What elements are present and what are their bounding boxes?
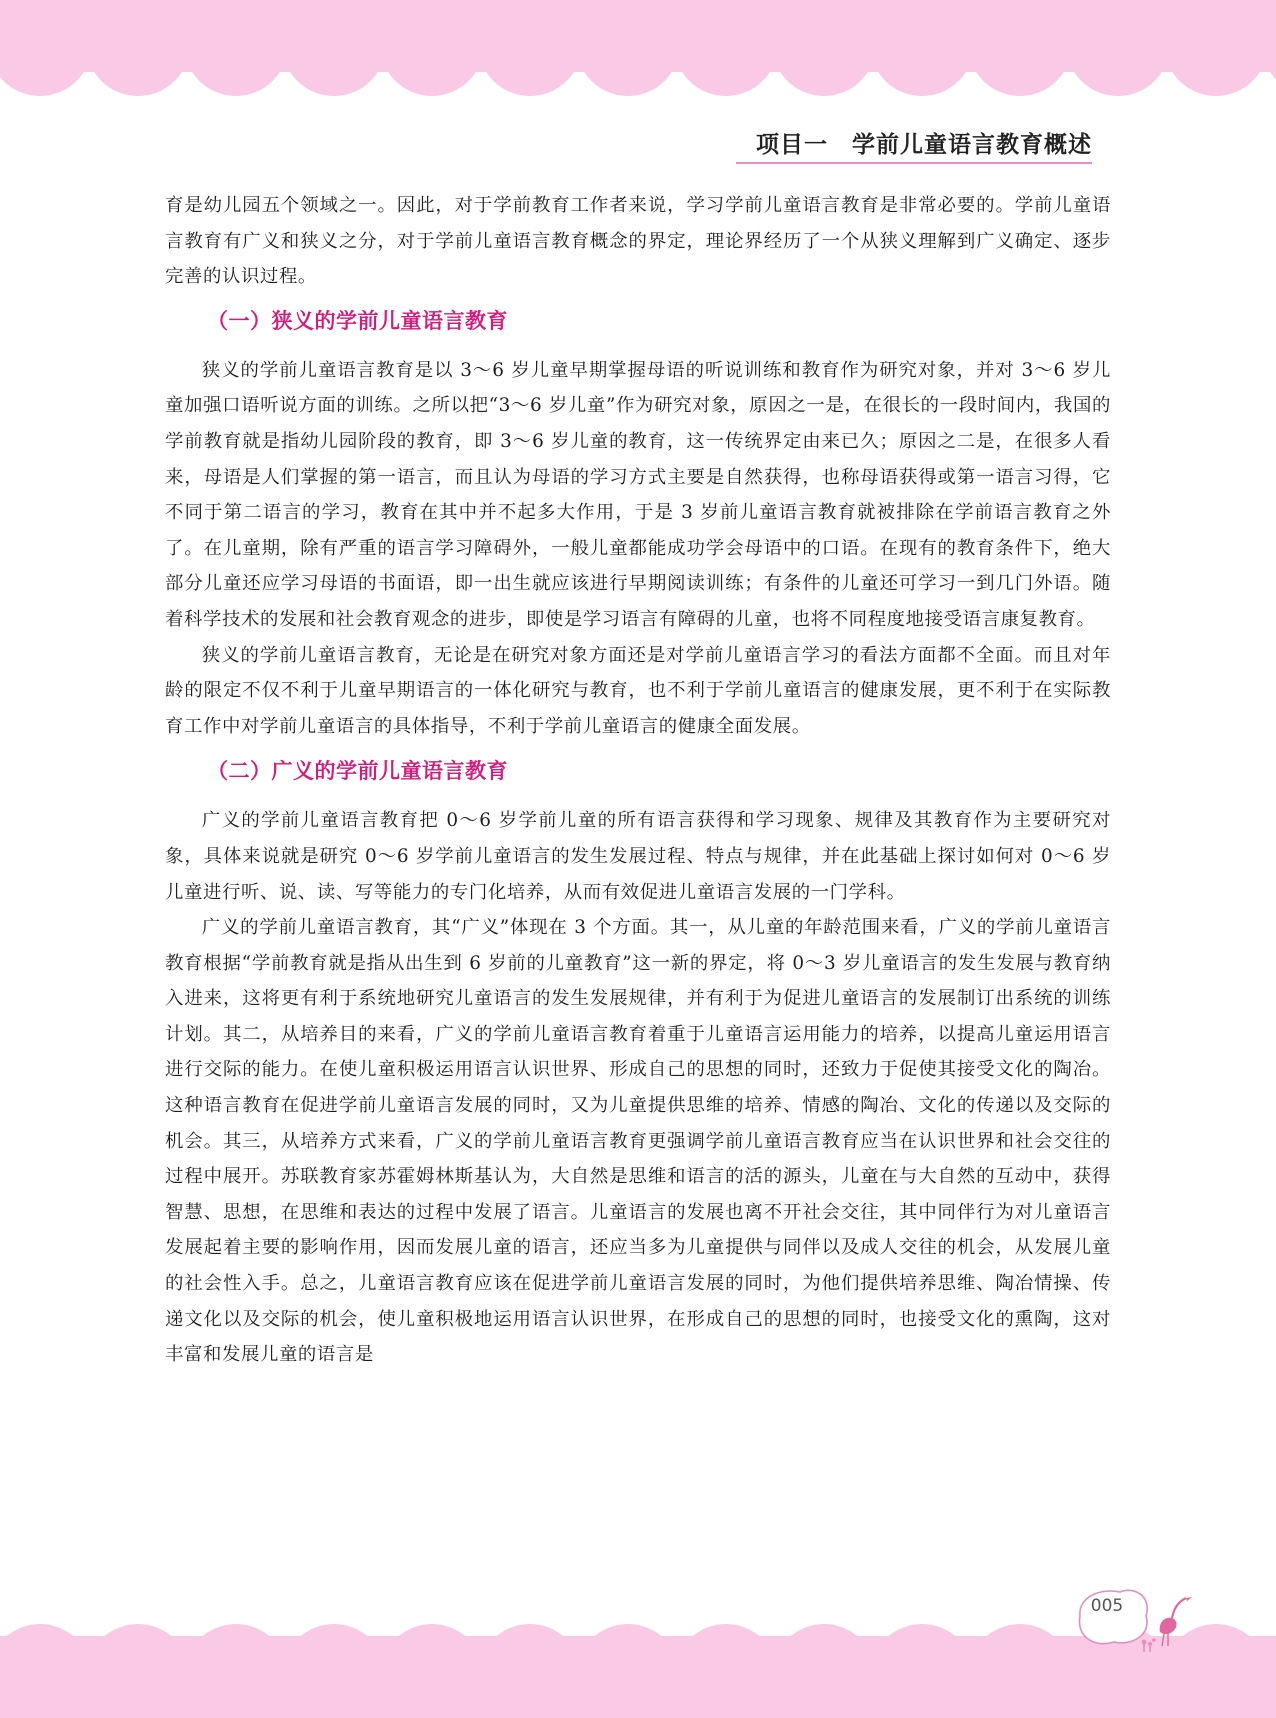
running-header-title: 项目一 学前儿童语言教育概述 (756, 132, 1092, 158)
header-underline (736, 162, 1092, 164)
top-scallop (282, 0, 386, 96)
bird-icon (1160, 1597, 1192, 1646)
top-scallop-border (0, 0, 1276, 110)
top-scallop (674, 0, 778, 96)
top-scallop (1066, 0, 1170, 96)
top-scallop (86, 0, 190, 96)
section-heading-broad: （二）广义的学前儿童语言教育 (207, 759, 508, 784)
broad-paragraph-1: 广义的学前儿童语言教育把 0～6 岁学前儿童的所有语言获得和学习现象、规律及其教育作为主要研究对象，具体来说就是研究 0～6 岁学前儿童语言的发生发展过程、特点与规律，并在此基础上探讨如何对 0～6 岁儿童进行听、说、读、写等能力的专门化培养，从而有效促进儿童语言发展的一门学科。 (165, 810, 1111, 903)
intro-paragraph: 育是幼儿园五个领域之一。因此，对于学前教育工作者来说，学习学前儿童语言教育是非常必要的。学前儿童语言教育有广义和狭义之分，对于学前儿童语言教育概念的界定，理论界经历了一个从狭义理解到广义确定、逐步完善的认识过程。 (165, 195, 1111, 288)
top-scallop (772, 0, 876, 96)
page-body (165, 188, 1111, 1373)
page-number-badge (1074, 1582, 1198, 1654)
broad-paragraph-2: 广义的学前儿童语言教育，其“广义”体现在 3 个方面。其一，从儿童的年龄范围来看，广义的学前儿童语言教育根据“学前教育就是指从出生到 6 岁前的儿童教育”这一新的界定，将 0～3 岁儿童语言的发生发展与教育纳入进来，这将更有利于系统地研究儿童语言的发生发展规律，并有利于为促进儿童语言的发展制订出系统的训练计划。其二，从培养目的来看，广义的学前儿童语言教育着重于儿童语言运用能力的培养，以提高儿童运用语言进行交际的能力。在使儿童积极运用语言认识世界、形成自己的思想的同时，还致力于促使其接受文化的陶冶。这种语言教育在促进学前儿童语言发展的同时，又为儿童提供思维的培养、情感的陶冶、文化的传递以及交际的机会。其三，从培养方式来看，广义的学前儿童语言教育更强调学前儿童语言教育应当在认识世界和社会交往的过程中展开。苏联教育家苏霍姆林斯基认为，大自然是思维和语言的活的源头，儿童在与大自然的互动中，获得智慧、思想，在思维和表达的过程中发展了语言。儿童语言的发展也离不开社会交往，其中同伴行为对儿童语言发展起着主要的影响作用，因而发展儿童的语言，还应当多为儿童提供与同伴以及成人交往的机会，从发展儿童的社会性入手。总之，儿童语言教育应该在促进学前儿童语言发展的同时，为他们提供培养思维、陶冶情操、传递文化以及交际的机会，使儿童积极地运用语言认识世界，在形成自己的思想的同时，也接受文化的熏陶，这对丰富和发展儿童的语言是 (165, 917, 1111, 1366)
narrow-paragraph-1: 狭义的学前儿童语言教育是以 3～6 岁儿童早期掌握母语的听说训练和教育作为研究对象，并对 3～6 岁儿童加强口语听说方面的训练。之所以把“3～6 岁儿童”作为研究对象，原因之一是，在很长的一段时间内，我国的学前教育就是指幼儿园阶段的教育，即 3～6 岁儿童的教育，这一传统界定由来已久；原因之二是，在很多人看来，母语是人们掌握的第一语言，而且认为母语的学习方式主要是自然获得，也称母语获得或第一语言习得，它不同于第二语言的学习，教育在其中并不起多大作用，于是 3 岁前儿童语言教育就被排除在学前语言教育之外了。在儿童期，除有严重的语言学习障碍外，一般儿童都能成功学会母语中的口语。在现有的教育条件下，绝大部分儿童还应学习母语的书面语，即一出生就应该进行早期阅读训练；有条件的儿童还可学习一到几门外语。随着科学技术的发展和社会教育观念的进步，即使是学习语言有障碍的儿童，也将不同程度地接受语言康复教育。 (165, 359, 1111, 630)
top-scallop (968, 0, 1072, 96)
top-scallop (184, 0, 288, 96)
flower-icons (1142, 1638, 1156, 1652)
top-scallop (1164, 0, 1268, 96)
top-scallop (0, 0, 92, 96)
top-scallop (870, 0, 974, 96)
top-scallop (576, 0, 680, 96)
top-scallop (478, 0, 582, 96)
top-scallop (380, 0, 484, 96)
narrow-paragraph-2: 狭义的学前儿童语言教育，无论是在研究对象方面还是对学前儿童语言学习的看法方面都不全面。而且对年龄的限定不仅不利于儿童早期语言的一体化研究与教育，也不利于学前儿童语言的健康发展，更不利于在实际教育工作中对学前儿童语言的具体指导，不利于学前儿童语言的健康全面发展。 (165, 644, 1111, 737)
page-number: 005 (1090, 1596, 1124, 1616)
section-heading-narrow: （一）狭义的学前儿童语言教育 (207, 308, 508, 333)
